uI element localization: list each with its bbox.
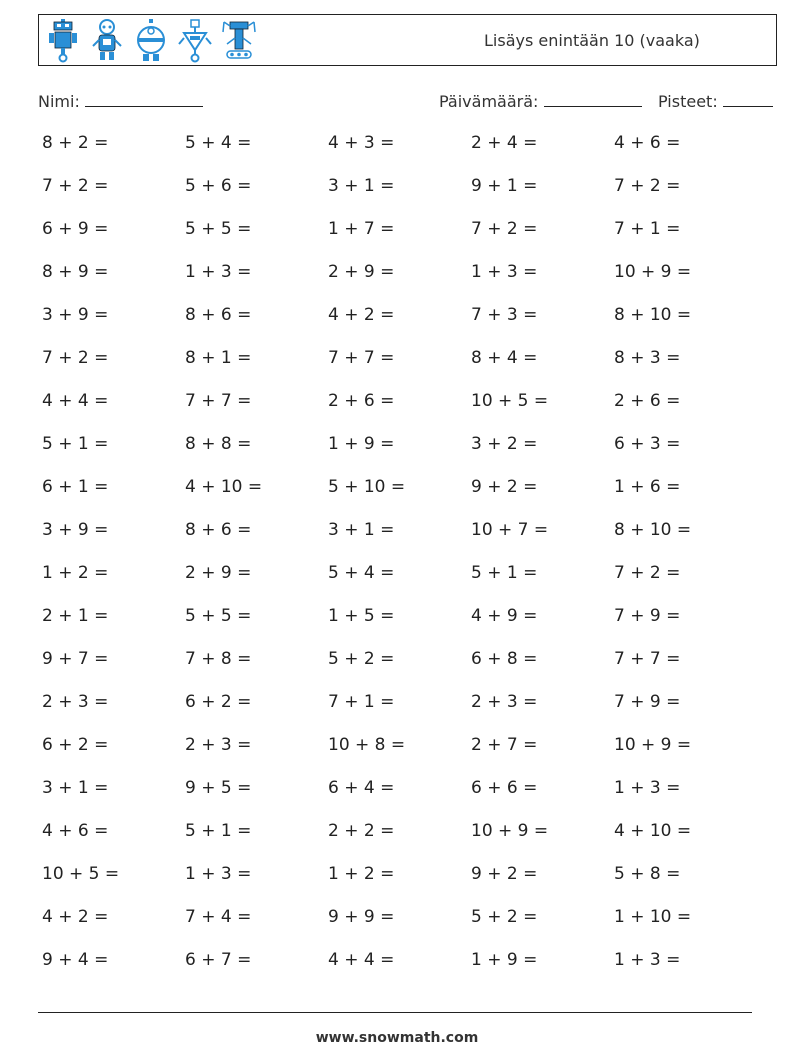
- problem-item: 1 + 3 =: [185, 262, 252, 282]
- problem-item: 10 + 8 =: [328, 735, 406, 755]
- problem-item: 1 + 2 =: [328, 864, 395, 884]
- score-field: [658, 92, 773, 111]
- date-label: Päivämäärä:: [439, 92, 539, 111]
- problem-item: 8 + 10 =: [614, 520, 692, 540]
- date-field: [439, 92, 642, 111]
- problem-item: 1 + 7 =: [328, 219, 395, 239]
- problem-item: 6 + 2 =: [42, 735, 109, 755]
- problem-item: 9 + 2 =: [471, 477, 538, 497]
- problem-item: 4 + 4 =: [42, 391, 109, 411]
- problem-item: 5 + 2 =: [471, 907, 538, 927]
- problem-item: 9 + 1 =: [471, 176, 538, 196]
- problem-item: 1 + 5 =: [328, 606, 395, 626]
- robot-icon-2: [89, 18, 125, 64]
- problem-item: 5 + 5 =: [185, 606, 252, 626]
- problem-item: 9 + 7 =: [42, 649, 109, 669]
- footer-divider: [38, 1012, 752, 1013]
- problem-item: 1 + 10 =: [614, 907, 692, 927]
- problem-item: 7 + 1 =: [614, 219, 681, 239]
- problem-item: 5 + 1 =: [185, 821, 252, 841]
- problem-item: 8 + 2 =: [42, 133, 109, 153]
- robot-icon-1: [45, 18, 81, 64]
- footer-url: www.snowmath.com: [315, 1030, 479, 1046]
- problem-item: 3 + 9 =: [42, 305, 109, 325]
- problem-item: 1 + 3 =: [614, 950, 681, 970]
- problem-item: 9 + 9 =: [328, 907, 395, 927]
- problem-item: 7 + 3 =: [471, 305, 538, 325]
- problem-item: 7 + 2 =: [42, 348, 109, 368]
- problem-item: 7 + 2 =: [614, 176, 681, 196]
- problem-item: 6 + 6 =: [471, 778, 538, 798]
- robot-icon-5: [221, 18, 257, 64]
- name-line[interactable]: [85, 92, 203, 107]
- problem-item: 4 + 2 =: [328, 305, 395, 325]
- problem-item: 7 + 4 =: [185, 907, 252, 927]
- problem-item: 8 + 1 =: [185, 348, 252, 368]
- problem-item: 5 + 4 =: [328, 563, 395, 583]
- problem-item: 5 + 4 =: [185, 133, 252, 153]
- problem-item: 1 + 3 =: [614, 778, 681, 798]
- problem-item: 7 + 9 =: [614, 606, 681, 626]
- problem-item: 7 + 8 =: [185, 649, 252, 669]
- problem-item: 4 + 10 =: [185, 477, 263, 497]
- problem-item: 2 + 7 =: [471, 735, 538, 755]
- problem-item: 9 + 2 =: [471, 864, 538, 884]
- problem-item: 1 + 9 =: [328, 434, 395, 454]
- problem-item: 2 + 6 =: [328, 391, 395, 411]
- problem-item: 4 + 4 =: [328, 950, 395, 970]
- problem-item: 2 + 9 =: [328, 262, 395, 282]
- problem-item: 4 + 6 =: [614, 133, 681, 153]
- date-line[interactable]: [544, 92, 642, 107]
- problem-item: 4 + 10 =: [614, 821, 692, 841]
- problem-item: 9 + 5 =: [185, 778, 252, 798]
- problem-item: 2 + 2 =: [328, 821, 395, 841]
- problem-item: 7 + 7 =: [328, 348, 395, 368]
- name-label: Nimi:: [38, 92, 80, 111]
- problem-item: 7 + 9 =: [614, 692, 681, 712]
- problem-item: 6 + 8 =: [471, 649, 538, 669]
- problem-item: 2 + 1 =: [42, 606, 109, 626]
- problem-item: 4 + 2 =: [42, 907, 109, 927]
- problem-item: 5 + 1 =: [471, 563, 538, 583]
- problem-item: 8 + 6 =: [185, 305, 252, 325]
- name-field: [38, 92, 203, 111]
- problem-item: 3 + 1 =: [328, 176, 395, 196]
- problem-item: 5 + 5 =: [185, 219, 252, 239]
- problem-item: 3 + 2 =: [471, 434, 538, 454]
- score-line[interactable]: [723, 92, 773, 107]
- problem-item: 4 + 6 =: [42, 821, 109, 841]
- problem-item: 1 + 3 =: [185, 864, 252, 884]
- problem-item: 6 + 7 =: [185, 950, 252, 970]
- problem-item: 2 + 3 =: [185, 735, 252, 755]
- problem-item: 10 + 9 =: [471, 821, 549, 841]
- problem-item: 9 + 4 =: [42, 950, 109, 970]
- problem-item: 10 + 9 =: [614, 262, 692, 282]
- problem-item: 2 + 3 =: [471, 692, 538, 712]
- robot-icon-4: [177, 18, 213, 64]
- problem-item: 4 + 3 =: [328, 133, 395, 153]
- header-box: [38, 14, 777, 66]
- problem-item: 10 + 5 =: [42, 864, 120, 884]
- problem-item: 8 + 3 =: [614, 348, 681, 368]
- problem-item: 7 + 2 =: [471, 219, 538, 239]
- problem-item: 10 + 7 =: [471, 520, 549, 540]
- problem-item: 5 + 2 =: [328, 649, 395, 669]
- problem-item: 5 + 8 =: [614, 864, 681, 884]
- problem-item: 1 + 3 =: [471, 262, 538, 282]
- problem-item: 6 + 1 =: [42, 477, 109, 497]
- problem-item: 5 + 1 =: [42, 434, 109, 454]
- problem-item: 2 + 4 =: [471, 133, 538, 153]
- worksheet-title: Lisäys enintään 10 (vaaka): [484, 31, 700, 50]
- problem-item: 7 + 1 =: [328, 692, 395, 712]
- problem-item: 8 + 10 =: [614, 305, 692, 325]
- problem-item: 7 + 2 =: [614, 563, 681, 583]
- problem-item: 5 + 6 =: [185, 176, 252, 196]
- problem-item: 6 + 3 =: [614, 434, 681, 454]
- problem-item: 2 + 6 =: [614, 391, 681, 411]
- problem-item: 8 + 6 =: [185, 520, 252, 540]
- problem-item: 7 + 7 =: [185, 391, 252, 411]
- robot-icons: [45, 18, 257, 64]
- score-label: Pisteet:: [658, 92, 718, 111]
- problem-item: 10 + 9 =: [614, 735, 692, 755]
- problem-item: 3 + 9 =: [42, 520, 109, 540]
- problem-item: 3 + 1 =: [328, 520, 395, 540]
- problem-item: 3 + 1 =: [42, 778, 109, 798]
- problem-item: 7 + 7 =: [614, 649, 681, 669]
- problem-item: 6 + 9 =: [42, 219, 109, 239]
- problem-item: 6 + 4 =: [328, 778, 395, 798]
- problem-item: 6 + 2 =: [185, 692, 252, 712]
- problem-item: 4 + 9 =: [471, 606, 538, 626]
- problem-item: 1 + 2 =: [42, 563, 109, 583]
- problem-item: 2 + 3 =: [42, 692, 109, 712]
- problem-item: 2 + 9 =: [185, 563, 252, 583]
- problem-item: 10 + 5 =: [471, 391, 549, 411]
- problem-item: 1 + 9 =: [471, 950, 538, 970]
- problem-item: 8 + 8 =: [185, 434, 252, 454]
- problem-item: 8 + 9 =: [42, 262, 109, 282]
- problem-item: 8 + 4 =: [471, 348, 538, 368]
- problem-item: 7 + 2 =: [42, 176, 109, 196]
- problem-item: 1 + 6 =: [614, 477, 681, 497]
- robot-icon-3: [133, 18, 169, 64]
- problem-item: 5 + 10 =: [328, 477, 406, 497]
